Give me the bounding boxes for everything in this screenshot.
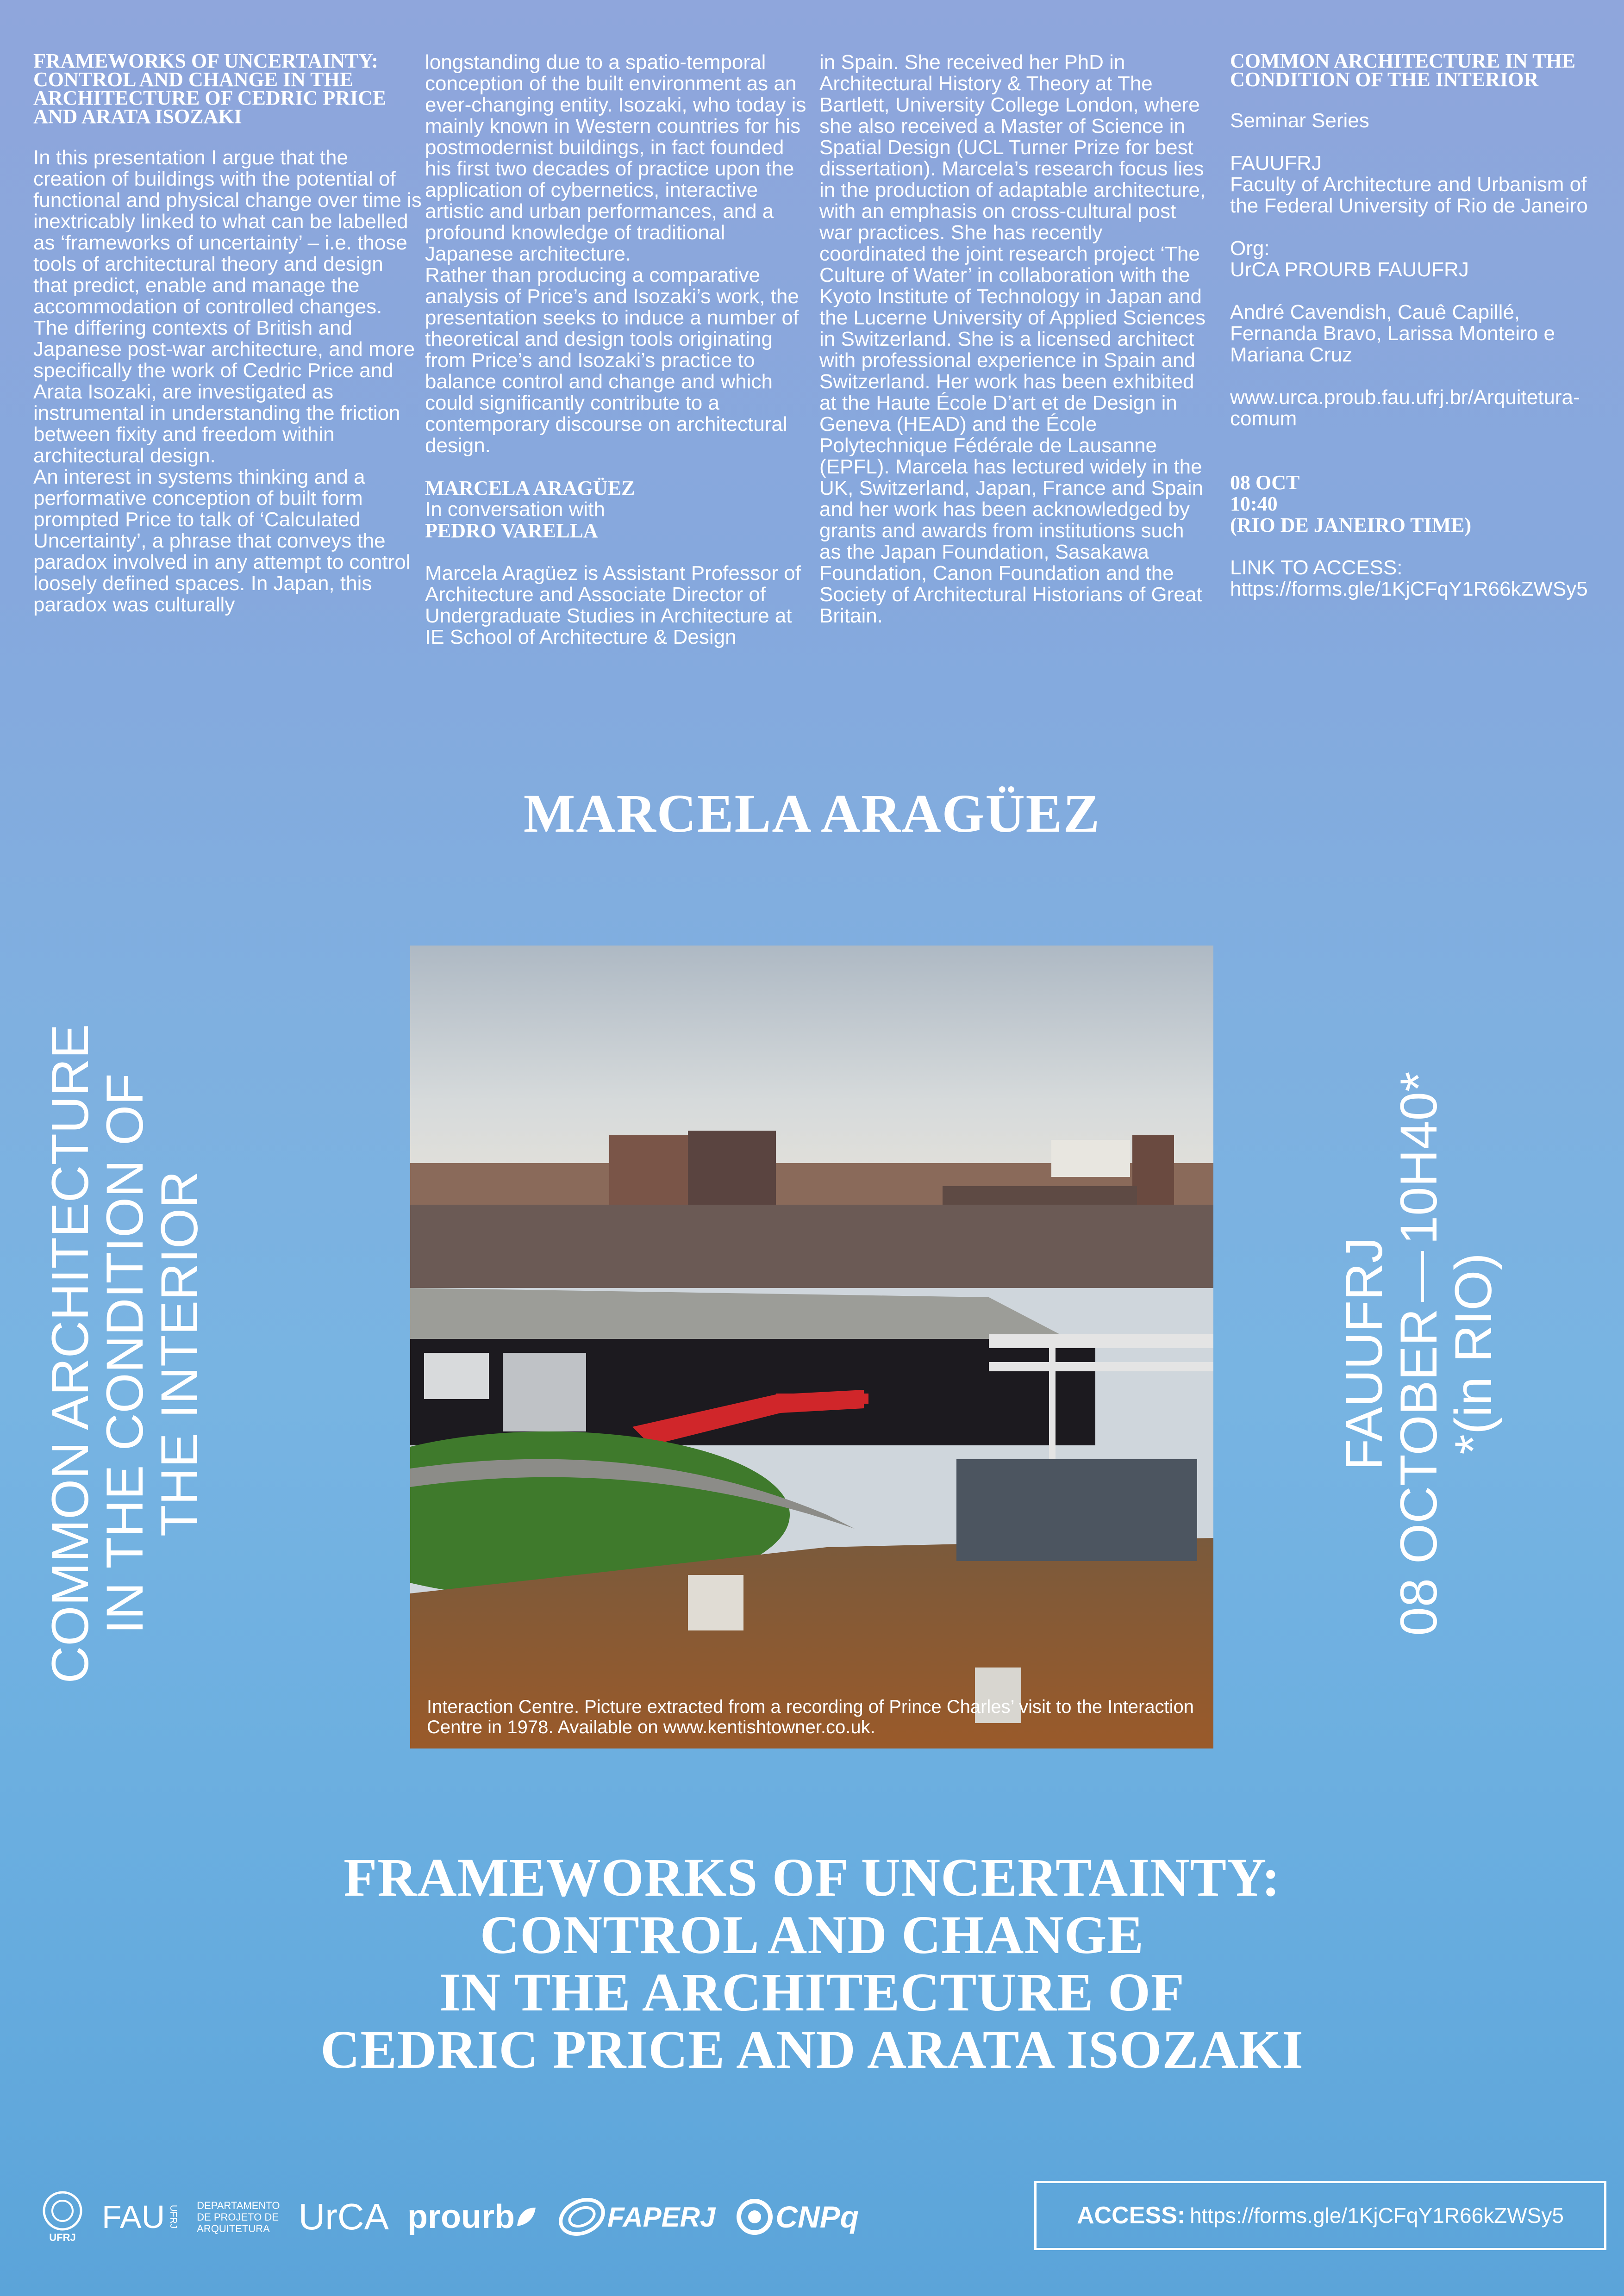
event-vertical-info: [1337, 983, 1501, 1724]
event-info-column: [1230, 52, 1610, 600]
date-vertical: 08 OCTOBER: [1390, 1308, 1448, 1636]
event-timezone: (RIO DE JANEIRO TIME): [1230, 514, 1472, 536]
access-button[interactable]: [1034, 2181, 1606, 2250]
main-title-line: CEDRIC PRICE AND ARATA ISOZAKI: [320, 2019, 1304, 2080]
speaker-bio: in Spain. She received her PhD in Architectural History & Theory at The Bartlett, University College London, where she also received a Master of Science in Spatial Design (UCL Turner Prize for best dissertation). Marcela’s research focus lies in the production of adaptable architecture, with an emphasis on cross-cultural post war practices. She has recently coordinated the joint research project ‘The Culture of Water’ in collaboration with the Kyoto Institute of Technology in Japan and the Lucerne University of Applied Sciences in Switzerland. She is a licensed architect with professional experience in Spain and Switzerland. Her work has been exhibited at the Haute École D’art et de Design in Geneva (HEAD) and the École Polytechnique Fédérale de Lausanne (EPFL). Marcela has lectured widely in the UK, Switzerland, Japan, France and Spain and her work has been acknowledged by grants and awards from institutions such as the Japan Foundation, Sasakawa Foundation, Canon Foundation and the Society of Architectural Historians of Great Britain.: [819, 51, 1206, 627]
moderator-name: PEDRO VARELLA: [425, 519, 598, 542]
series-label: Seminar Series: [1230, 109, 1369, 132]
series-vertical-title: [43, 983, 207, 1724]
faperj-logo: FAPERJ: [556, 2196, 715, 2238]
divider: [1421, 1251, 1424, 1302]
urca-logo: UrCA: [298, 2196, 389, 2237]
main-title-line: FRAMEWORKS OF UNCERTAINTY:: [344, 1847, 1280, 1908]
sponsor-logos: [42, 2184, 859, 2249]
cnpq-logo: CNPq: [734, 2196, 859, 2238]
fau-logo: FAU UFRJ: [102, 2199, 179, 2235]
vertical-line: COMMON ARCHITECTURE: [41, 1024, 99, 1684]
talk-title-small: FRAMEWORKS OF UNCERTAINTY: CONTROL AND CHANGE IN THE ARCHITECTURE OF CEDRIC PRICE AND ARATA ISOZAKI: [33, 50, 387, 128]
vertical-line: IN THE CONDITION OF: [96, 1073, 154, 1634]
ufrj-seal-icon: [42, 2190, 83, 2232]
vertical-line: THE INTERIOR: [150, 1170, 208, 1537]
cnpq-icon: [734, 2196, 775, 2238]
dept-logo: DEPARTAMENTO DE PROJETO DE ARQUITETURA: [197, 2199, 280, 2234]
org-long: Faculty of Architecture and Urbanism of the Federal University of Rio de Janeiro: [1230, 173, 1588, 217]
access-link[interactable]: https://forms.gle/1KjCFqY1R66kZWSy5: [1230, 578, 1588, 600]
prourb-logo: prourb: [407, 2198, 538, 2236]
prourb-leaf-icon: [515, 2205, 538, 2228]
abstract-column-2: [425, 52, 814, 648]
access-box-label: ACCESS:: [1077, 2202, 1186, 2229]
organizers: André Cavendish, Cauê Capillé, Fernanda Bravo, Larissa Monteiro e Mariana Cruz: [1230, 301, 1555, 366]
timezone-note-vertical: *(in RIO): [1444, 1253, 1502, 1455]
faperj-swirl-icon: [556, 2196, 607, 2238]
photo-caption: Interaction Centre. Picture extracted from a recording of Prince Charles’ visit to the Interaction Centre in 1978. Available on www.kentishtowner.co.uk.: [427, 1697, 1194, 1737]
time-vertical: 10H40*: [1390, 1071, 1448, 1245]
series-title: COMMON ARCHITECTURE IN THE CONDITION OF THE INTERIOR: [1230, 50, 1576, 91]
website-link[interactable]: www.urca.proub.fau.ufrj.br/Arquitetura-comum: [1230, 386, 1580, 430]
interaction-centre-photo: [410, 946, 1213, 1748]
speaker-name-small: MARCELA ARAGÜEZ: [425, 477, 635, 499]
main-title: [0, 1849, 1624, 2078]
abstract-column-1: [33, 52, 422, 616]
access-box-url[interactable]: https://forms.gle/1KjCFqY1R66kZWSy5: [1190, 2203, 1564, 2228]
org-label: Org:: [1230, 237, 1270, 260]
in-conversation-label: In conversation with: [425, 498, 605, 521]
abstract-paragraph: Rather than producing a comparative analysis of Price’s and Isozaki’s work, the presentation seeks to induce a number of theoretical and design tools originating from Price’s and Isozaki’s practice to balance control and change and which could significantly contribute to a contemporary discourse on architectural design.: [425, 264, 799, 457]
abstract-paragraph: In this presentation I argue that the creation of buildings with the potential of functional and physical change over time is inextricably linked to what can be labelled as ‘frameworks of uncertainty’ – i.e. those tools of architectural theory and design that predict, enable and manage the accommodation of controlled changes. The differing contexts of British and Japanese post-war architecture, and more specifically the work of Cedric Price and Arata Isozaki, are investigated as instrumental in understanding the friction between fixity and freedom within architectural design.: [33, 146, 422, 467]
ufrj-logo: UFRJ: [42, 2190, 83, 2244]
event-date: 08 OCT: [1230, 471, 1300, 494]
photo-illustration: [410, 946, 1213, 1748]
venue-vertical: FAUUFRJ: [1335, 1237, 1393, 1470]
speaker-name-heading: MARCELA ARAGÜEZ: [523, 783, 1101, 844]
abstract-paragraph: An interest in systems thinking and a performative conception of built form prompted Price to talk of ‘Calculated Uncertainty’, a phrase that conveys the paradox involved in any attempt to control loosely defined spaces. In Japan, this paradox was culturally: [33, 466, 411, 616]
speaker-bio: Marcela Aragüez is Assistant Professor of Architecture and Associate Director of Undergraduate Studies in Architecture at IE School of Architecture & Design: [425, 562, 801, 648]
access-label: LINK TO ACCESS:: [1230, 556, 1403, 579]
bio-column: [819, 52, 1208, 627]
main-title-line: CONTROL AND CHANGE: [480, 1904, 1144, 1965]
org-names: UrCA PROURB FAUUFRJ: [1230, 258, 1469, 281]
event-time: 10:40: [1230, 492, 1278, 515]
main-title-line: IN THE ARCHITECTURE OF: [439, 1962, 1185, 2022]
abstract-paragraph: longstanding due to a spatio-temporal conception of the built environment as an ever-changing entity. Isozaki, who today is mainly known in Western countries for his postmodernist buildings, in fact founded his first two decades of practice upon the application of cybernetics, interactive artistic and urban performances, and a profound knowledge of traditional Japanese architecture.: [425, 51, 806, 265]
date-time-vertical: [1392, 983, 1446, 1724]
org-short: FAUUFRJ: [1230, 152, 1322, 174]
